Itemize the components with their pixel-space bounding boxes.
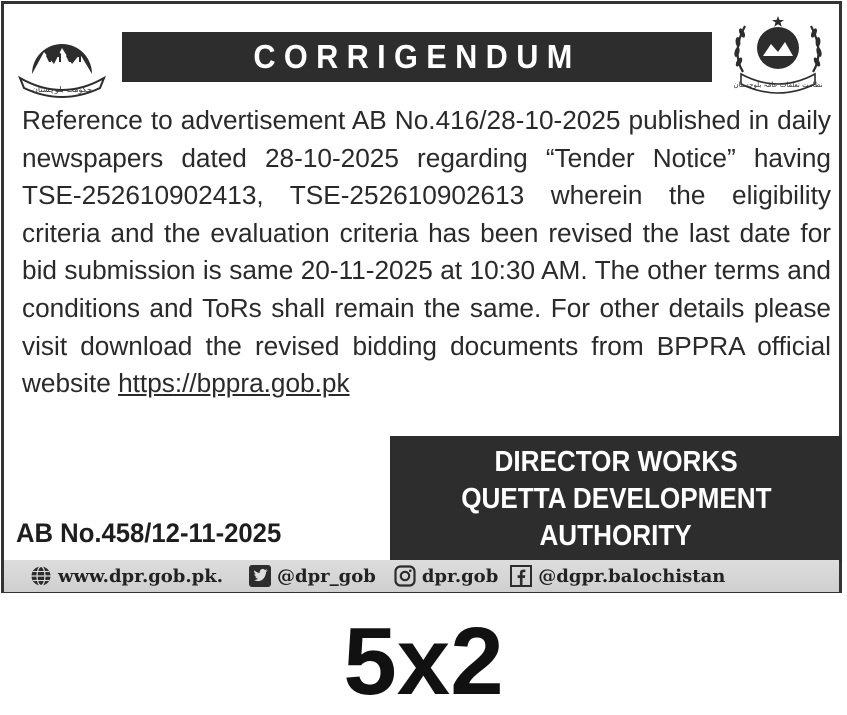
body-last-line-prefix: BPPRA official website	[22, 330, 832, 399]
ad-size-label: 5x2	[343, 608, 504, 715]
ab-number: AB No.458/12-11-2025	[16, 518, 282, 548]
footer-website-text: www.dpr.gob.pk.	[58, 565, 223, 587]
footer-twitter-text: @dpr_gob	[276, 565, 376, 587]
twitter-icon	[249, 565, 271, 587]
footer-website[interactable]	[30, 565, 223, 587]
footer-facebook-text: @dgpr.balochistan	[538, 565, 726, 587]
signature-block	[390, 436, 842, 562]
footer-instagram[interactable]	[394, 565, 498, 587]
footer-facebook[interactable]	[510, 565, 725, 587]
signature-organization-suffix: AUTHORITY	[539, 519, 693, 552]
body-line: Reference to advertisement AB No.416/28-10-2025 published in	[22, 105, 770, 135]
balochistan-government-logo	[14, 12, 110, 98]
body-line: details please visit download the revised bidding documents from	[22, 292, 831, 361]
logo-left-caption: حکومت بلوچستان	[32, 85, 92, 94]
body-line: having TSE-252610902413, TSE-252610902613 wherein the	[22, 142, 831, 211]
advertisement-frame	[1, 1, 842, 593]
signature-title: DIRECTOR WORKS	[494, 445, 738, 478]
instagram-icon	[394, 565, 416, 587]
title-banner	[122, 32, 712, 82]
body-line: daily newspapers dated 28-10-2025 regarding “Tender Notice”	[22, 105, 831, 173]
facebook-icon	[510, 565, 532, 587]
dgpr-balochistan-logo	[721, 12, 835, 96]
footer-social-bar	[4, 560, 839, 592]
footer-instagram-text: dpr.gob	[421, 565, 499, 587]
body-line: eligibility criteria and the evaluation criteria has been revised the last	[22, 180, 831, 248]
globe-icon	[30, 565, 52, 587]
bppra-website-link[interactable]: https://bppra.gob.pk	[118, 368, 350, 399]
body-line: terms and conditions and ToRs shall remain the same. For other	[22, 255, 832, 323]
signature-organization: QUETTA DEVELOPMENT	[460, 482, 772, 515]
body-line: date for bid submission is same 20-11-2025 at 10:30 AM. The other	[22, 217, 831, 286]
footer-twitter[interactable]	[249, 565, 376, 587]
logo-right-caption: نظامت تعلقات عامہ بلوچستان	[733, 81, 823, 89]
corrigendum-body	[22, 102, 831, 403]
page-title: CORRIGENDUM	[253, 38, 581, 75]
